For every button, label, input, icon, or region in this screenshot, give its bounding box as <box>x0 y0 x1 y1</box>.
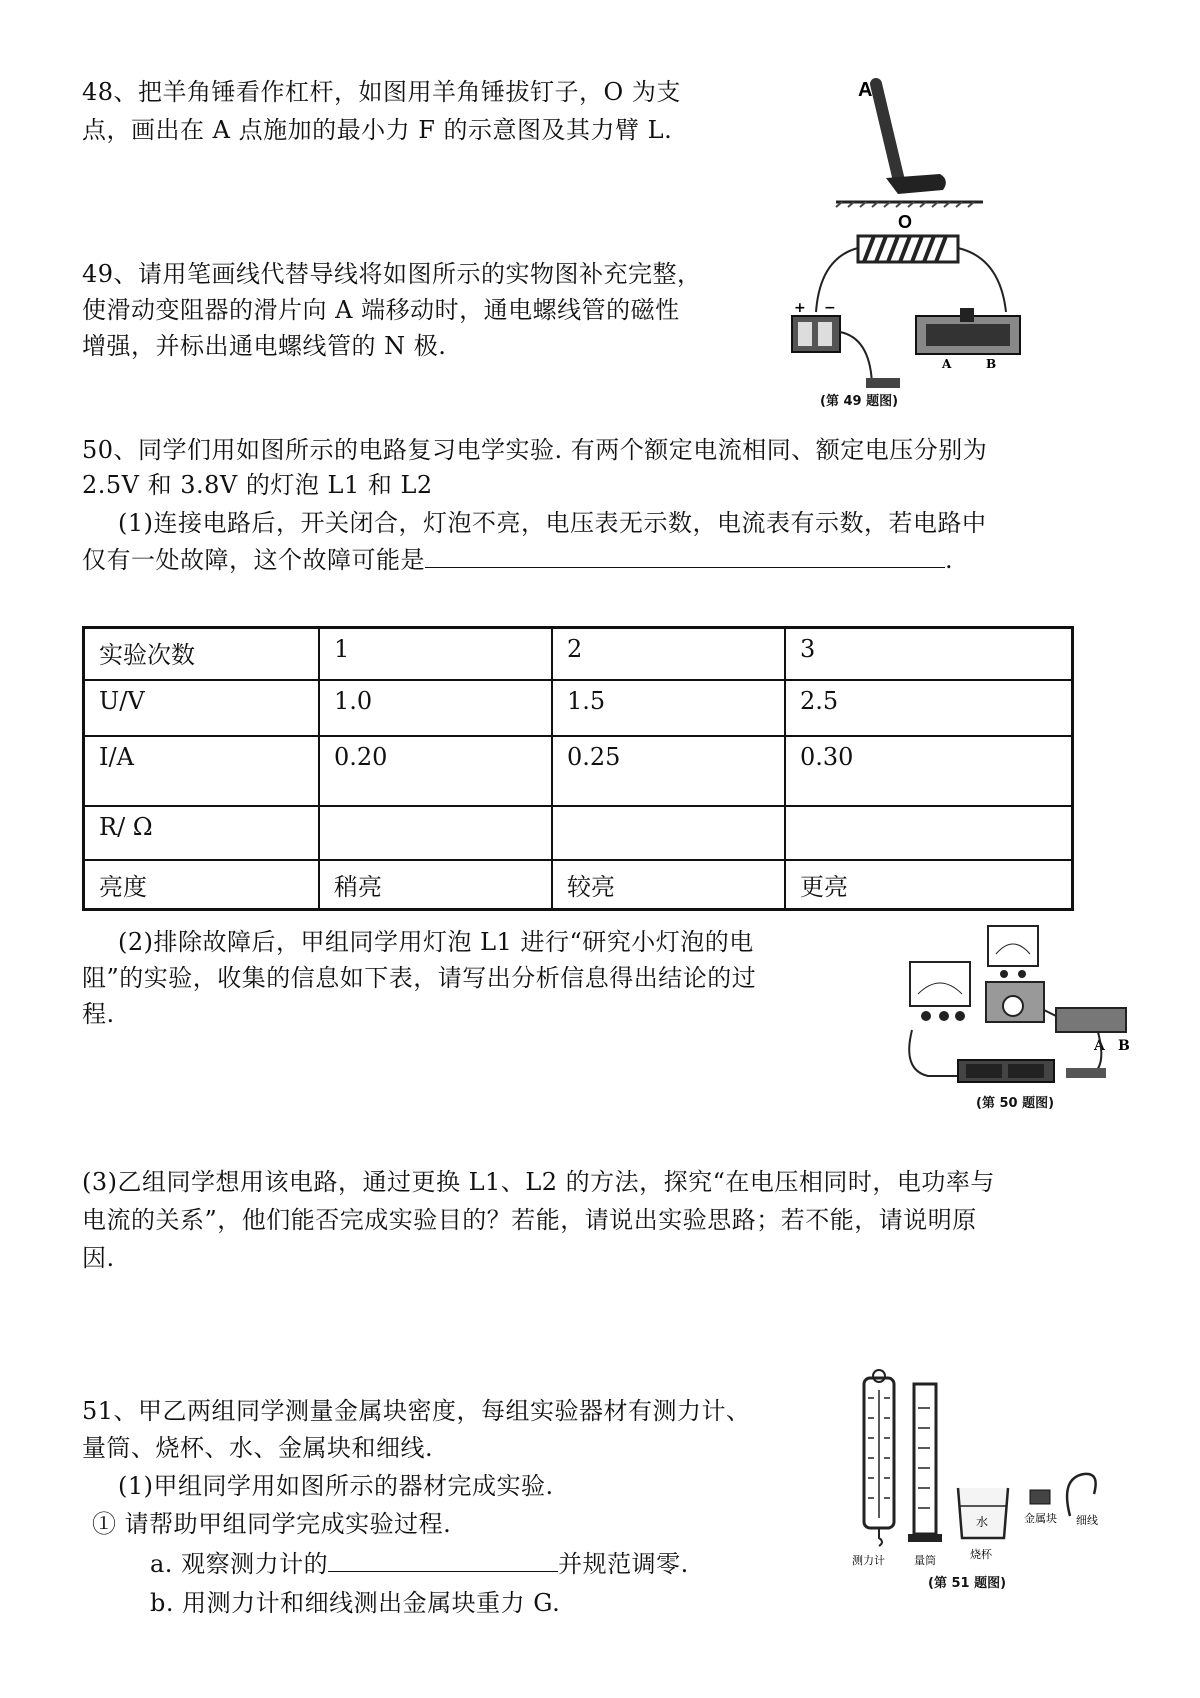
table-cell[interactable] <box>552 806 785 860</box>
lamp <box>1003 996 1023 1016</box>
q50-part1-line2 <box>82 541 953 578</box>
fig51-label: 量筒 <box>914 1554 936 1567</box>
rheostat <box>1056 1008 1126 1032</box>
data-table <box>82 626 1074 911</box>
q51-line2: 量筒、烧杯、水、金属块和细线. <box>82 1434 434 1462</box>
table-cell: 2 <box>552 628 785 680</box>
table-cell: 1 <box>319 628 552 680</box>
fig51-label: 测力计 <box>852 1554 885 1567</box>
q50-part3-line1: (3)乙组同学想用该电路，通过更换 L1、L2 的方法，探究“在电压相同时，电功率与 <box>82 1168 995 1196</box>
q50-part2-line2: 阻”的实验，收集的信息如下表，请写出分析信息得出结论的过 <box>82 964 757 992</box>
fig51-label: 细线 <box>1076 1514 1098 1527</box>
q48-line2: 点，画出在 A 点施加的最小力 F 的示意图及其力臂 L. <box>82 116 673 144</box>
q51-part1: (1)甲组同学用如图所示的器材完成实验. <box>118 1472 554 1500</box>
q50-line2: 2.5V 和 3.8V 的灯泡 L1 和 L2 <box>82 471 433 499</box>
table-cell: 0.20 <box>319 736 552 806</box>
table-cell: 稍亮 <box>319 860 552 910</box>
table-cell: R/ Ω <box>84 806 320 860</box>
q50-part1-line1: (1)连接电路后，开关闭合，灯泡不亮，电压表无示数，电流表有示数，若电路中 <box>118 509 987 537</box>
table-cell: 实验次数 <box>84 628 320 680</box>
answer-blank-fault[interactable] <box>425 541 945 568</box>
table-cell: U/V <box>84 680 320 736</box>
q51-step-intro: ① 请帮助甲组同学完成实验过程. <box>92 1510 452 1538</box>
table-cell: 3 <box>785 628 1073 680</box>
fig48-label-o: O <box>898 212 913 232</box>
beaker <box>958 1488 1008 1538</box>
fig49-label-b: B <box>986 357 997 371</box>
table-cell[interactable] <box>319 806 552 860</box>
table-cell: 1.5 <box>552 680 785 736</box>
q51-line1: 51、甲乙两组同学测量金属块密度，每组实验器材有测力计、 <box>82 1397 751 1425</box>
q50-line1: 50、同学们用如图所示的电路复习电学实验. 有两个额定电流相同、额定电压分别为 <box>82 436 988 464</box>
table-cell: 亮度 <box>84 860 320 910</box>
q51-step-a-pre: a. 观察测力计的 <box>150 1550 329 1578</box>
table-cell: I/A <box>84 736 320 806</box>
table-row <box>84 860 1073 910</box>
table-row <box>84 806 1073 860</box>
fig49-minus: − <box>824 300 836 316</box>
density-apparatus-figure <box>838 1368 1108 1568</box>
table-cell: 2.5 <box>785 680 1073 736</box>
q51-step-a <box>150 1545 689 1582</box>
fig51-label: 金属块 <box>1024 1512 1057 1525</box>
fig50-label-b: B <box>1118 1038 1130 1054</box>
ammeter <box>910 962 970 1006</box>
q51-step-a-post: 并规范调零. <box>558 1550 689 1578</box>
q50-part1-text: 仅有一处故障，这个故障可能是 <box>82 546 425 574</box>
table-row <box>84 628 1073 680</box>
q48-line1: 48、把羊角锤看作杠杆，如图用羊角锤拔钉子，O 为支 <box>82 78 681 106</box>
table-cell: 0.25 <box>552 736 785 806</box>
fig51-caption: (第 51 题图) <box>928 1576 1007 1591</box>
q51-step-b: b. 用测力计和细线测出金属块重力 G. <box>150 1589 561 1617</box>
q49-line3: 增强，并标出通电螺线管的 N 极. <box>82 332 447 360</box>
fig50-label-a: A <box>1094 1038 1105 1054</box>
thread <box>1067 1474 1096 1516</box>
switch <box>866 378 900 388</box>
q50-part2-line1: (2)排除故障后，甲组同学用灯泡 L1 进行“研究小灯泡的电 <box>118 928 754 956</box>
table-cell: 较亮 <box>552 860 785 910</box>
voltmeter <box>988 926 1038 966</box>
answer-blank-scale[interactable] <box>328 1545 558 1572</box>
hammer-figure <box>828 70 988 232</box>
q50-part1-end: . <box>945 546 954 574</box>
fig50-caption: (第 50 题图) <box>976 1096 1055 1111</box>
fig48-label-a: A <box>858 79 873 101</box>
q50-part2-line3: 程. <box>82 1000 115 1028</box>
solenoid-circuit-figure <box>780 228 1050 404</box>
fig49-caption: (第 49 题图) <box>820 394 899 409</box>
lamp-circuit-figure <box>898 920 1138 1096</box>
table-cell[interactable] <box>785 806 1073 860</box>
q49-line1: 49、请用笔画线代替导线将如图所示的实物图补充完整， <box>82 260 702 288</box>
fig51-label: 烧杯 <box>970 1548 992 1561</box>
fig49-plus: + <box>794 300 806 316</box>
q50-part3-line3: 因. <box>82 1244 115 1272</box>
q49-line2: 使滑动变阻器的滑片向 A 端移动时，通电螺线管的磁性 <box>82 296 680 324</box>
fig51-water: 水 <box>976 1515 989 1529</box>
graduated-cylinder <box>914 1384 936 1534</box>
table-cell: 更亮 <box>785 860 1073 910</box>
table-row <box>84 680 1073 736</box>
table-cell: 0.30 <box>785 736 1073 806</box>
table-row <box>84 736 1073 806</box>
metal-block <box>1030 1490 1050 1504</box>
hammer-handle <box>876 84 900 185</box>
fig49-label-a: A <box>942 357 952 371</box>
q50-part3-line2: 电流的关系”，他们能否完成实验目的？若能，请说出实验思路；若不能，请说明原 <box>82 1206 977 1234</box>
switch <box>1066 1068 1106 1078</box>
table-cell: 1.0 <box>319 680 552 736</box>
